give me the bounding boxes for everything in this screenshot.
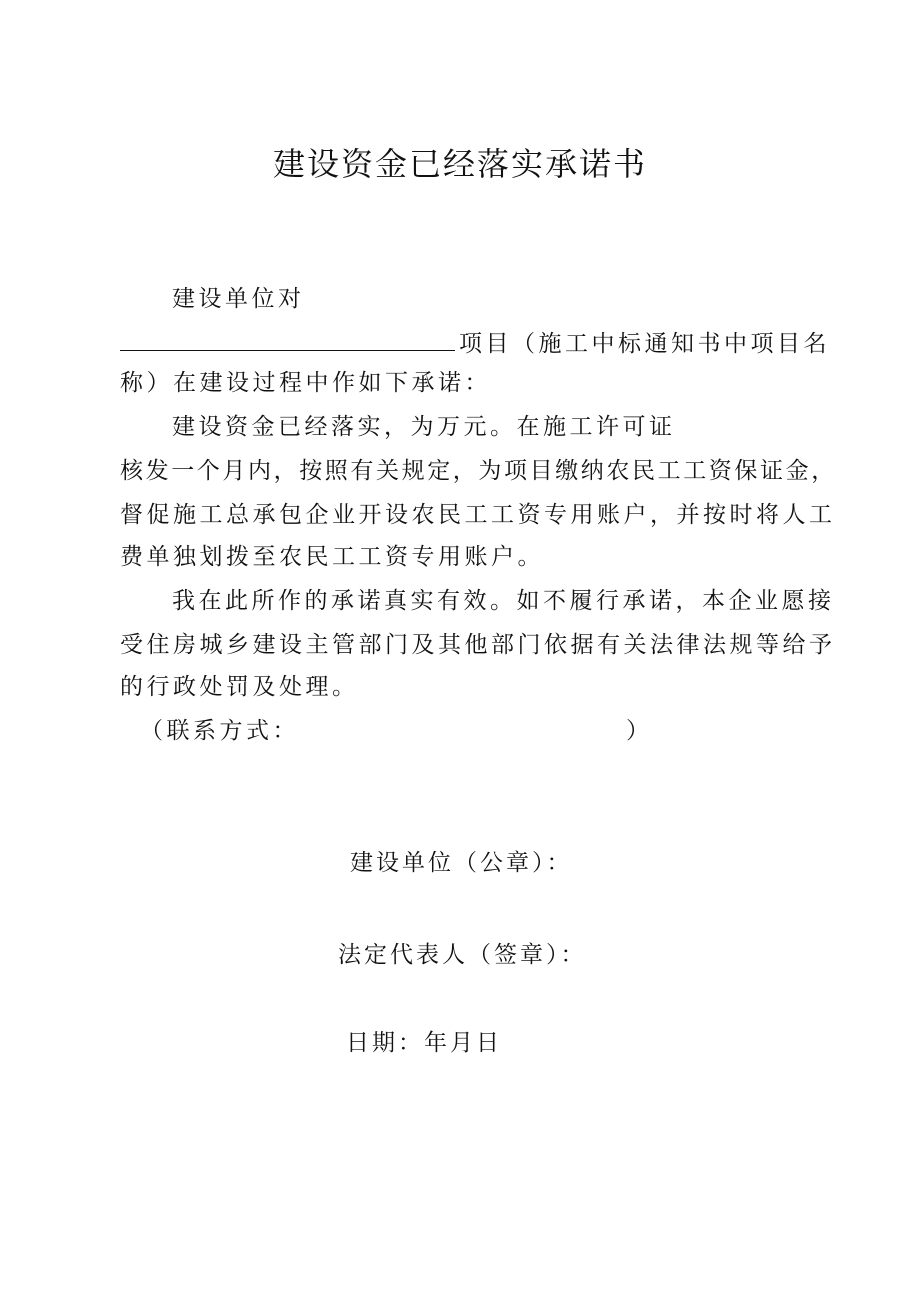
para1-line1: 建设资金已经落实，为万元。在施工许可证 [172, 414, 676, 440]
para1-line3: 督促施工总承包企业开设农民工工资专用账户，并按时将人工 [120, 502, 836, 528]
para2-line3: 的行政处罚及处理。 [120, 674, 359, 700]
salutation: 建设单位对 [172, 286, 305, 312]
document-title: 建设资金已经落实承诺书 [272, 145, 647, 183]
project-name-line-cont: 称）在建设过程中作如下承诺： [120, 370, 491, 396]
contact-open: （联系方式： [140, 718, 299, 744]
project-name-blank [120, 324, 455, 351]
para2-line1: 我在此所作的承诺真实有效。如不履行承诺，本企业愿接 [172, 588, 835, 614]
para1-line2: 核发一个月内，按照有关规定，为项目缴纳农民工工资保证金， [120, 458, 837, 484]
unit-seal-label: 建设单位（公章）： [350, 850, 573, 876]
legal-rep-label: 法定代表人（签章）： [338, 942, 587, 968]
project-name-line [120, 324, 830, 361]
project-label: 项目（施工中标通知书中项目名 [459, 331, 830, 357]
para2-line2: 受住房城乡建设主管部门及其他部门依据有关法律法规等给予 [120, 632, 836, 658]
date-label: 日期：年月日 [346, 1030, 502, 1056]
contact-close: ） [626, 718, 653, 744]
para1-line4: 费单独划拨至农民工工资专用账户。 [120, 544, 544, 570]
